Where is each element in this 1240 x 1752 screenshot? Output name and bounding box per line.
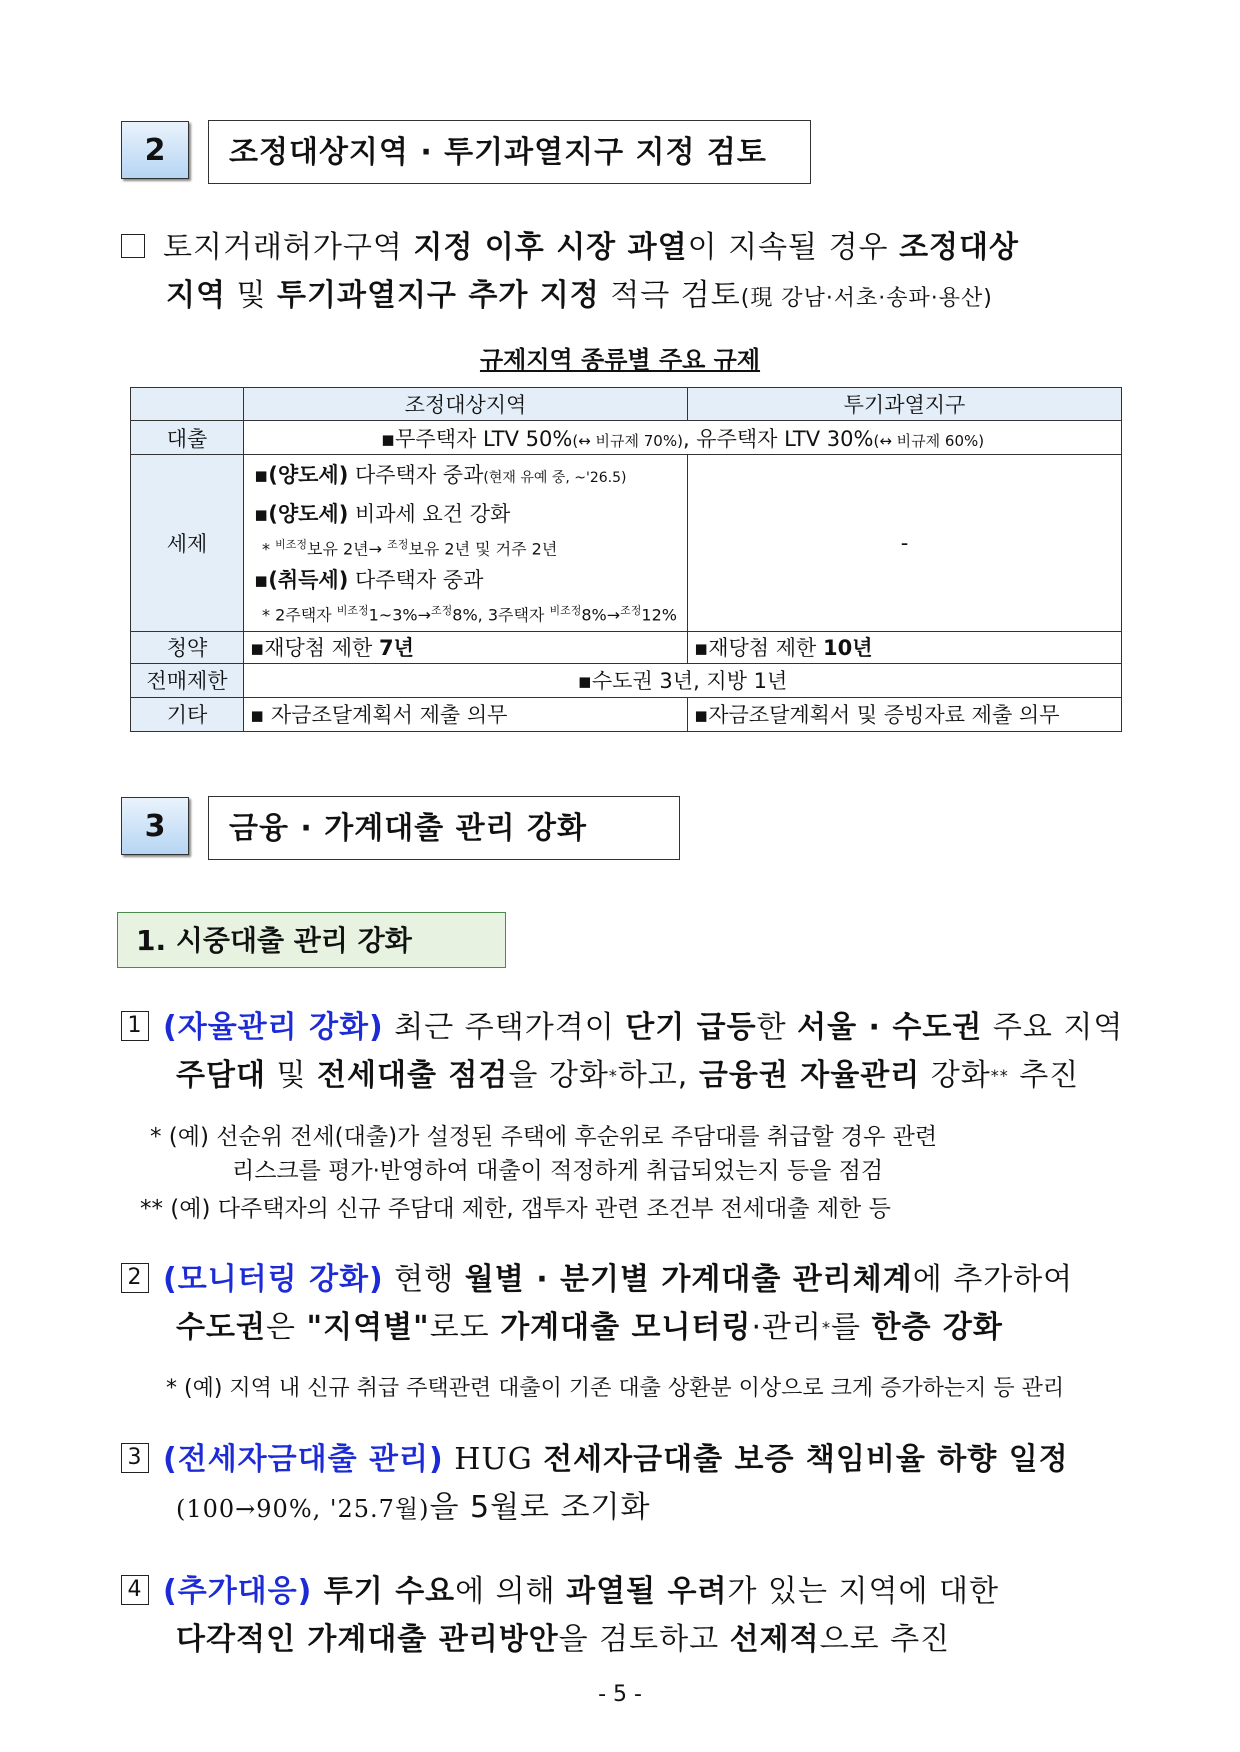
table-row (131, 631, 1122, 663)
footnote: 리스크를 평가·반영하여 대출이 적정하게 취급되었는지 등을 점검 (232, 1158, 884, 1184)
table-row (131, 697, 1122, 731)
table-corner-cell (131, 388, 244, 421)
row-label: 청약 (131, 631, 244, 663)
section2-paragraph: 토지거래허가구역 지정 이후 시장 과열이 지속될 경우 조정대상 (121, 224, 1019, 272)
section-number: 3 (121, 797, 189, 855)
regulation-table (130, 387, 1122, 732)
table-cell: ▪재당첨 제한 7년 (244, 631, 688, 663)
item2-line2: 수도권은 "지역별"로도 가계대출 모니터링·관리*를 한층 강화 (176, 1310, 1003, 1345)
number-box: 3 (121, 1443, 149, 1473)
item3-line1: 3 (전세자금대출 관리) HUG 전세자금대출 보증 책임비율 하향 일정 (121, 1436, 1069, 1484)
number-box: 2 (121, 1263, 149, 1293)
number-box: 4 (121, 1575, 149, 1605)
item4-line1: 4 (추가대응) 투기 수요에 의해 과열될 우려가 있는 지역에 대한 (121, 1568, 999, 1616)
item1-line1: 1 (자율관리 강화) 최근 주택가격이 단기 급등한 서울 · 수도권 주요 지역 (121, 1004, 1123, 1052)
footnote: ** (예) 다주택자의 신규 주담대 제한, 갭투자 관련 조건부 전세대출 제한 등 (140, 1196, 891, 1222)
subsection-title: 1. 시중대출 관리 강화 (117, 912, 506, 968)
item2-line1: 2 (모니터링 강화) 현행 월별 · 분기별 가계대출 관리체계에 추가하여 (121, 1256, 1073, 1304)
section2-paragraph-line2: 지역 및 투기과열지구 추가 지정 적극 검토(現 강남·서초·송파·용산) (166, 278, 993, 313)
row-label: 대출 (131, 421, 244, 455)
row-label: 전매제한 (131, 663, 244, 697)
column-header: 조정대상지역 (244, 388, 688, 421)
section-title: 조정대상지역 · 투기과열지구 지정 검토 (208, 120, 811, 184)
checkbox-bullet-icon (121, 234, 145, 258)
table-cell: ▪(양도세) 다주택자 중과(현재 유예 중, ~'26.5) ▪(양도세) 비과세 요건 강화 * $^{비조정}$보유 2년→ $^{조정}$보유 2년 및 거주 2년 ▪(취득세) 다주택자 중과 * 2주택자 $^{비조정}$1~3%→$^{조정}$8%, 3주택자 $^{비조정}$8%→$^{조정}$12% (244, 455, 688, 632)
footnote: * (예) 선순위 전세(대출)가 설정된 주택에 후순위로 주담대를 취급할 경우 관련 (150, 1124, 938, 1150)
item1-line2: 주담대 및 전세대출 점검을 강화*하고, 금융권 자율관리 강화** 추진 (176, 1058, 1080, 1093)
row-label: 기타 (131, 697, 244, 731)
table-row (131, 663, 1122, 697)
page-number: - 5 - (598, 1682, 642, 1707)
table-cell: ▪재당첨 제한 10년 (687, 631, 1121, 663)
table-cell: ▪무주택자 LTV 50%(↔ 비규제 70%), 유주택자 LTV 30%(↔ 비규제 60%) (244, 421, 1122, 455)
number-box: 1 (121, 1011, 149, 1041)
table-cell: ▪수도권 3년, 지방 1년 (244, 663, 1122, 697)
footnote: * (예) 지역 내 신규 취급 주택관련 대출이 기존 대출 상환분 이상으로 크게 증가하는지 등 관리 (166, 1376, 1065, 1401)
table-row (131, 421, 1122, 455)
column-header: 투기과열지구 (687, 388, 1121, 421)
table-row (131, 455, 1122, 632)
section-title: 금융 · 가계대출 관리 강화 (208, 796, 680, 860)
table-cell: - (687, 455, 1121, 632)
item4-line2: 다각적인 가계대출 관리방안을 검토하고 선제적으로 추진 (176, 1622, 951, 1657)
table-cell: ▪자금조달계획서 및 증빙자료 제출 의무 (687, 697, 1121, 731)
table-header-row (131, 388, 1122, 421)
table-caption: 규제지역 종류별 주요 규제 (479, 346, 761, 374)
row-label: 세제 (131, 455, 244, 632)
table-cell: ▪ 자금조달계획서 제출 의무 (244, 697, 688, 731)
section-number: 2 (121, 121, 189, 179)
item3-line2: (100→90%, '25.7월)을 5월로 조기화 (176, 1490, 651, 1525)
